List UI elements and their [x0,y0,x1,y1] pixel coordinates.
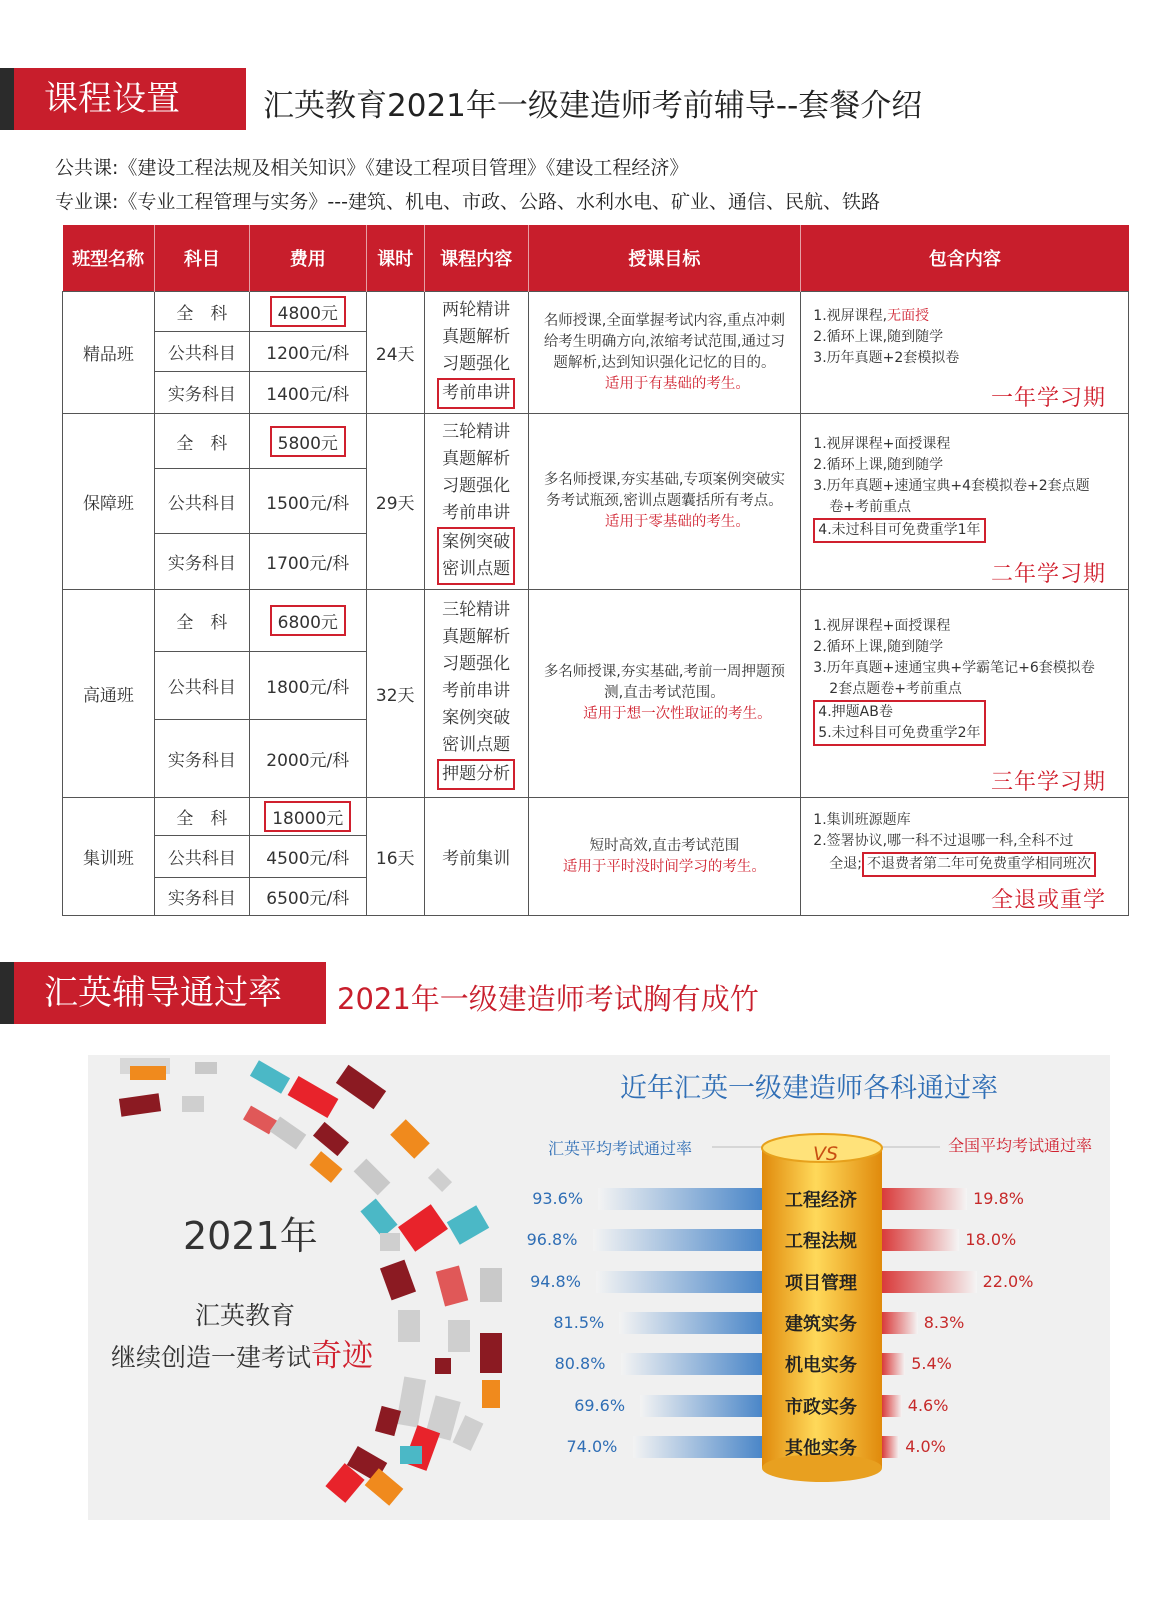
class-name: 集训班 [63,798,155,916]
value-label-national: 5.4% [911,1354,952,1374]
year-label: 2021年 [183,1214,318,1258]
slogan-line-1: 汇英教育 [195,1301,296,1330]
includes-cell [801,292,1129,414]
value-label-huiying: 69.6% [574,1395,626,1415]
category-label: 工程法规 [785,1231,857,1253]
include-item: 2.循环上课,随到随学 [813,457,944,473]
goal-text: 多名师授课,夯实基础,考前一周押题预测,直击考试范围。 [543,664,786,701]
goal-note: 适用于有基础的考生。 [604,375,750,392]
public-courses: 公共课:《建设工程法规及相关知识》《建设工程项目管理》《建设工程经济》 [55,157,689,179]
content-item-highlight: 考前串讲 [437,378,515,409]
value-label-national: 22.0% [982,1271,1034,1291]
table-row [63,414,1129,469]
includes-cell [801,414,1129,590]
content-item-highlight: 押题分析 [437,759,515,790]
bar-national [882,1436,899,1458]
subject-cell: 全 科 [154,798,249,836]
content-item: 两轮精讲 [442,299,511,320]
bar-huiying [640,1395,762,1417]
subject-cell: 公共科目 [154,332,249,372]
value-label-national: 19.8% [973,1189,1024,1208]
bar-huiying [621,1353,762,1375]
include-item: 1.视屏课程+面授课程 [813,617,951,634]
table-row [63,292,1129,332]
section-banner-pass-rate [0,962,326,1024]
table-header-row [63,225,1129,292]
include-item: 全退; [829,856,862,872]
subject-cell: 公共科目 [154,652,249,720]
includes-cell [801,590,1129,798]
bar-huiying [596,1271,762,1293]
fee-cell: 4500元/科 [249,836,366,878]
value-label-huiying: 80.8% [554,1354,606,1374]
include-item: 2.循环上课,随到随学 [813,329,944,345]
bar-national [882,1188,967,1210]
header-fee: 费用 [249,225,366,292]
goal-note: 适用于想一次性取证的考生。 [583,706,772,722]
hours-cell: 16天 [366,798,424,916]
slogan-text: 继续创造一建考试 [111,1343,312,1372]
header-class-name: 班型名称 [63,225,155,292]
page-title: 汇英教育2021年一级建造师考前辅导--套餐介绍 [263,88,923,124]
chart-title: 近年汇英一级建造师各科通过率 [620,1073,998,1104]
include-item-highlight: 不退费者第二年可免费重学相同班次 [862,852,1096,877]
content-item: 习题强化 [442,475,511,496]
content-item: 习题强化 [442,654,511,674]
category-label: 其他实务 [785,1437,857,1459]
header-hours: 课时 [366,225,424,292]
study-period: 一年学习期 [990,386,1106,411]
bar-huiying [593,1229,762,1251]
category-label: 工程经济 [785,1190,857,1211]
study-period: 三年学习期 [990,770,1106,795]
fee-cell: 1500元/科 [249,469,366,534]
table-row [63,590,1129,652]
content-cell [424,292,528,414]
fee-highlight: 5800元 [270,426,346,457]
major-courses: 专业课:《专业工程管理与实务》---建筑、机电、市政、公路、水利水电、矿业、通信、民航、铁路 [55,191,880,213]
content-item: 考前串讲 [442,681,511,701]
goal-note: 适用于平时没时间学习的考生。 [562,858,766,875]
subject-cell: 全 科 [154,590,249,652]
goal-cell [528,798,801,916]
bar-national [882,1229,959,1251]
class-name: 保障班 [63,414,155,590]
goal-cell [528,292,801,414]
fee-highlight: 6800元 [270,605,346,636]
include-item: 3.历年真题+2套模拟卷 [813,350,960,366]
content-cell [424,590,528,798]
include-item-red: 无面授 [887,308,930,324]
include-item: 卷+考前重点 [829,499,912,515]
study-period: 二年学习期 [990,562,1106,587]
content-item: 三轮精讲 [442,600,511,620]
banner-edge [0,68,14,130]
include-item: 3.历年真题+速通宝典+4套模拟卷+2套点题 [813,478,1090,494]
fee-cell: 6500元/科 [249,878,366,916]
goal-note: 适用于零基础的考生。 [604,514,750,530]
study-period: 全退或重学 [990,888,1106,913]
bar-huiying [633,1436,763,1458]
category-label: 市政实务 [785,1396,857,1418]
slogan-highlight: 奇迹 [311,1338,374,1374]
subject-cell: 全 科 [154,414,249,469]
value-label-huiying: 96.8% [526,1230,578,1250]
fee-cell: 1700元/科 [249,534,366,590]
content-item-highlight [437,527,515,585]
fee-cell: 2000元/科 [249,720,366,798]
header-content: 课程内容 [424,225,528,292]
fee-cell [249,798,366,836]
section-tag: 课程设置 [44,79,180,119]
bar-national [882,1395,902,1417]
header-subject: 科目 [154,225,249,292]
includes-cell [801,798,1129,916]
include-item: 1.集训班源题库 [813,812,911,828]
value-label-huiying: 74.0% [566,1436,618,1456]
subject-cell: 实务科目 [154,720,249,798]
content-item: 真题解析 [442,326,511,347]
bar-huiying [619,1312,762,1334]
include-item: 2.签署协议,哪一科不过退哪一科,全科不过 [813,833,1074,849]
include-item-highlight: 4.未过科目可免费重学1年 [813,518,985,543]
legend-lines [0,1133,1174,1163]
slogan-line-2 [111,1330,373,1375]
hours-cell: 29天 [366,414,424,590]
fee-cell: 1400元/科 [249,372,366,414]
value-label-national: 18.0% [965,1230,1017,1250]
goal-text: 名师授课,全面掌握考试内容,重点冲刺给考生明确方向,浓缩考试范围,通过习题解析,达到知识强化记忆的目的。 [543,312,786,371]
package-table [62,225,1129,916]
bar-national [882,1312,918,1334]
subject-cell: 实务科目 [154,372,249,414]
table-row [63,798,1129,836]
bar-national [882,1353,905,1375]
value-label-huiying: 81.5% [553,1312,605,1332]
include-item: 3.历年真题+速通宝典+学霸笔记+6套模拟卷 [813,659,1095,676]
value-label-national: 4.6% [907,1395,949,1415]
value-label-national: 4.0% [905,1436,946,1456]
content-cell: 考前集训 [424,798,528,916]
include-item: 1.视屏课程+面授课程 [813,436,951,452]
banner-edge [0,962,14,1024]
include-item: 5.未过科目可免费重学2年 [818,724,981,741]
header-goal: 授课目标 [528,225,801,292]
content-item: 案例突破 [442,708,511,728]
goal-text: 短时高效,直击考试范围 [589,837,740,854]
bar-huiying [598,1188,762,1210]
vs-label: VS [813,1143,839,1165]
value-label-huiying: 93.6% [532,1189,584,1208]
include-item: 2.循环上课,随到随学 [813,638,944,655]
section-banner-courses [0,68,246,130]
category-label: 项目管理 [785,1272,857,1294]
content-item: 真题解析 [442,448,511,469]
bar-national [882,1271,977,1293]
category-label: 机电实务 [785,1355,857,1377]
subject-cell: 全 科 [154,292,249,332]
content-item: 密训点题 [442,735,511,755]
subject-cell: 公共科目 [154,469,249,534]
content-item: 密训点题 [442,558,511,579]
content-item: 习题强化 [442,353,511,374]
class-name: 高通班 [63,590,155,798]
content-item: 考前串讲 [442,502,511,523]
fee-cell [249,590,366,652]
fee-cell: 1200元/科 [249,332,366,372]
subject-cell: 实务科目 [154,534,249,590]
include-item: 1.视屏课程, [813,308,888,324]
section-title: 2021年一级建造师考试胸有成竹 [337,982,759,1016]
value-label-national: 8.3% [923,1312,965,1332]
content-item: 三轮精讲 [442,421,511,442]
content-item: 真题解析 [442,627,511,647]
value-label-huiying: 94.8% [530,1271,581,1291]
goal-cell [528,414,801,590]
header-includes: 包含内容 [801,225,1129,292]
legend-national: 全国平均考试通过率 [948,1136,1093,1155]
section-tag: 汇英辅导通过率 [44,973,282,1013]
include-item: 2套点题卷+考前重点 [829,680,962,697]
content-cell [424,414,528,590]
class-name: 精品班 [63,292,155,414]
fee-cell: 1800元/科 [249,652,366,720]
legend-huiying: 汇英平均考试通过率 [548,1139,693,1158]
include-item: 4.押题AB卷 [818,703,893,720]
hours-cell: 32天 [366,590,424,798]
subject-cell: 公共科目 [154,836,249,878]
include-item-highlight [813,700,985,746]
fee-highlight: 18000元 [264,801,351,832]
goal-text: 多名师授课,夯实基础,专项案例突破实务考试瓶颈,密训点题囊括所有考点。 [543,472,786,509]
confetti-decoration [100,1058,520,1518]
goal-cell [528,590,801,798]
content-item: 案例突破 [442,531,511,552]
hours-cell: 24天 [366,292,424,414]
category-label: 建筑实务 [785,1313,857,1335]
fee-cell [249,414,366,469]
subject-cell: 实务科目 [154,878,249,916]
fee-highlight: 4800元 [270,296,346,327]
fee-cell [249,292,366,332]
